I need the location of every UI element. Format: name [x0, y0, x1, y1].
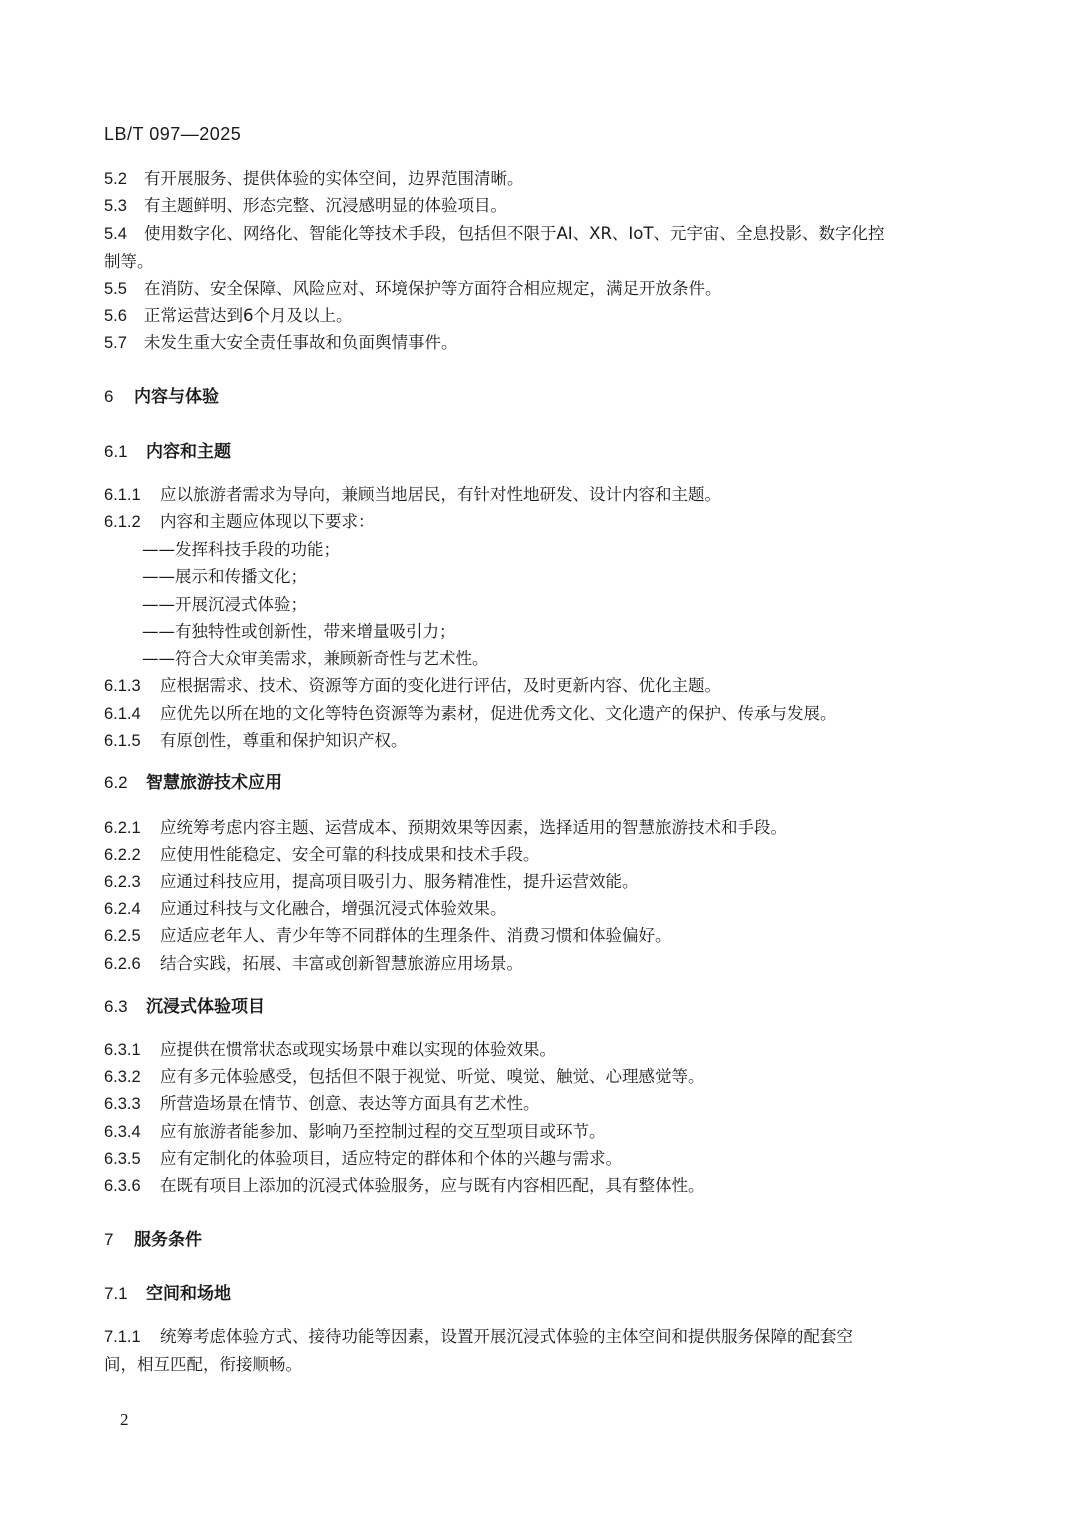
clause-6-1-3 — [104, 673, 721, 699]
clause-number: 6.2.3 — [104, 873, 141, 891]
clause-5-4-continuation: 制等。 — [104, 252, 154, 271]
section-7-1-heading — [104, 1281, 231, 1307]
clause-5-7 — [104, 330, 458, 356]
clause-6-2-4 — [104, 896, 507, 922]
list-item: ——符合大众审美需求，兼顾新奇性与艺术性。 — [142, 649, 489, 668]
clause-6-3-2 — [104, 1064, 705, 1090]
clause-text: 应统筹考虑内容主题、运营成本、预期效果等因素，选择适用的智慧旅游技术和手段。 — [160, 818, 787, 837]
clause-text: 应有多元体验感受，包括但不限于视觉、听觉、嗅觉、触觉、心理感觉等。 — [160, 1067, 705, 1086]
section-title: 沉浸式体验项目 — [146, 997, 265, 1017]
clause-6-3-5 — [104, 1146, 622, 1172]
clause-number: 6.1.5 — [104, 732, 141, 750]
clause-text: 有原创性，尊重和保护知识产权。 — [160, 731, 408, 750]
clause-5-3 — [104, 193, 507, 219]
clause-number: 5.5 — [104, 280, 127, 298]
section-title: 内容与体验 — [134, 387, 219, 407]
clause-6-2-5 — [104, 923, 672, 949]
clause-number: 7.1.1 — [104, 1328, 141, 1346]
clause-6-3-4 — [104, 1119, 606, 1145]
clause-6-1-2 — [104, 509, 375, 535]
clause-number: 6.2.6 — [104, 955, 141, 973]
clause-number: 6.3.3 — [104, 1095, 141, 1113]
list-item: ——有独特性或创新性，带来增量吸引力； — [142, 622, 456, 641]
clause-text: 应适应老年人、青少年等不同群体的生理条件、消费习惯和体验偏好。 — [160, 926, 672, 945]
section-number: 7 — [104, 1230, 114, 1249]
section-title: 内容和主题 — [146, 442, 231, 462]
clause-text: 应根据需求、技术、资源等方面的变化进行评估，及时更新内容、优化主题。 — [160, 676, 721, 695]
section-number: 6 — [104, 387, 114, 406]
clause-7-1-1-continuation: 间，相互匹配，衔接顺畅。 — [104, 1355, 302, 1374]
clause-number: 6.1.3 — [104, 677, 141, 695]
clause-text: 所营造场景在情节、创意、表达等方面具有艺术性。 — [160, 1094, 540, 1113]
clause-text: 应使用性能稳定、安全可靠的科技成果和技术手段。 — [160, 845, 540, 864]
section-number: 6.3 — [104, 997, 128, 1016]
clause-number: 6.1.1 — [104, 486, 141, 504]
clause-number: 6.3.4 — [104, 1123, 141, 1141]
clause-number: 6.1.4 — [104, 705, 141, 723]
clause-number: 6.1.2 — [104, 513, 141, 531]
clause-6-2-6 — [104, 951, 523, 977]
clause-number: 6.3.1 — [104, 1041, 141, 1059]
clause-text: 应通过科技应用，提高项目吸引力、服务精准性，提升运营效能。 — [160, 872, 639, 891]
clause-number: 6.2.5 — [104, 927, 141, 945]
clause-6-2-1 — [104, 815, 787, 841]
clause-text: 有开展服务、提供体验的实体空间，边界范围清晰。 — [144, 169, 524, 188]
section-6-heading — [104, 384, 219, 410]
clause-6-1-1 — [104, 482, 721, 508]
section-7-heading — [104, 1227, 202, 1253]
clause-number: 5.6 — [104, 307, 127, 325]
section-6-3-heading — [104, 994, 265, 1020]
clause-text: 使用数字化、网络化、智能化等技术手段，包括但不限于AI、XR、IoT、元宇宙、全息投影、数字化控 — [144, 224, 885, 243]
clause-number: 6.2.2 — [104, 846, 141, 864]
clause-text: 内容和主题应体现以下要求： — [160, 512, 375, 531]
clause-5-2 — [104, 166, 524, 192]
clause-number: 6.3.5 — [104, 1150, 141, 1168]
clause-number: 5.3 — [104, 197, 127, 215]
clause-number: 6.3.2 — [104, 1068, 141, 1086]
clause-text: 应有旅游者能参加、影响乃至控制过程的交互型项目或环节。 — [160, 1122, 606, 1141]
clause-text: 应优先以所在地的文化等特色资源等为素材，促进优秀文化、文化遗产的保护、传承与发展。 — [160, 704, 837, 723]
section-title: 服务条件 — [134, 1230, 202, 1250]
section-number: 6.2 — [104, 773, 128, 792]
list-item: ——开展沉浸式体验； — [142, 595, 307, 614]
clause-text: 结合实践，拓展、丰富或创新智慧旅游应用场景。 — [160, 954, 523, 973]
clause-text: 未发生重大安全责任事故和负面舆情事件。 — [144, 333, 458, 352]
section-number: 7.1 — [104, 1284, 128, 1303]
clause-text: 正常运营达到6个月及以上。 — [144, 306, 353, 325]
list-item: ——展示和传播文化； — [142, 567, 307, 586]
clause-6-3-1 — [104, 1037, 556, 1063]
clause-6-2-3 — [104, 869, 639, 895]
section-number: 6.1 — [104, 442, 128, 461]
clause-6-1-5 — [104, 728, 408, 754]
clause-7-1-1 — [104, 1324, 853, 1350]
clause-text: 应通过科技与文化融合，增强沉浸式体验效果。 — [160, 899, 507, 918]
clause-text: 在既有项目上添加的沉浸式体验服务，应与既有内容相匹配，具有整体性。 — [160, 1176, 705, 1195]
clause-number: 5.7 — [104, 334, 127, 352]
clause-text: 应以旅游者需求为导向，兼顾当地居民，有针对性地研发、设计内容和主题。 — [160, 485, 721, 504]
section-6-1-heading — [104, 439, 231, 465]
clause-text: 有主题鲜明、形态完整、沉浸感明显的体验项目。 — [144, 196, 507, 215]
clause-number: 6.2.1 — [104, 819, 141, 837]
standard-code: LB/T 097—2025 — [104, 124, 242, 144]
clause-6-3-6 — [104, 1173, 705, 1199]
clause-number: 5.2 — [104, 170, 127, 188]
clause-text: 应有定制化的体验项目，适应特定的群体和个体的兴趣与需求。 — [160, 1149, 622, 1168]
section-6-2-heading — [104, 770, 282, 796]
clause-5-5 — [104, 276, 722, 302]
section-title: 空间和场地 — [146, 1284, 231, 1304]
page-number: 2 — [120, 1410, 129, 1429]
section-title: 智慧旅游技术应用 — [146, 773, 282, 793]
clause-text: 统筹考虑体验方式、接待功能等因素，设置开展沉浸式体验的主体空间和提供服务保障的配套空 — [160, 1327, 853, 1346]
clause-5-6 — [104, 303, 353, 329]
list-item: ——发挥科技手段的功能； — [142, 540, 340, 559]
clause-number: 5.4 — [104, 225, 127, 243]
clause-6-1-4 — [104, 701, 837, 727]
clause-number: 6.3.6 — [104, 1177, 141, 1195]
clause-text: 应提供在惯常状态或现实场景中难以实现的体验效果。 — [160, 1040, 556, 1059]
clause-text: 在消防、安全保障、风险应对、环境保护等方面符合相应规定，满足开放条件。 — [144, 279, 722, 298]
clause-6-3-3 — [104, 1091, 540, 1117]
clause-number: 6.2.4 — [104, 900, 141, 918]
clause-5-4 — [104, 221, 884, 247]
clause-6-2-2 — [104, 842, 540, 868]
